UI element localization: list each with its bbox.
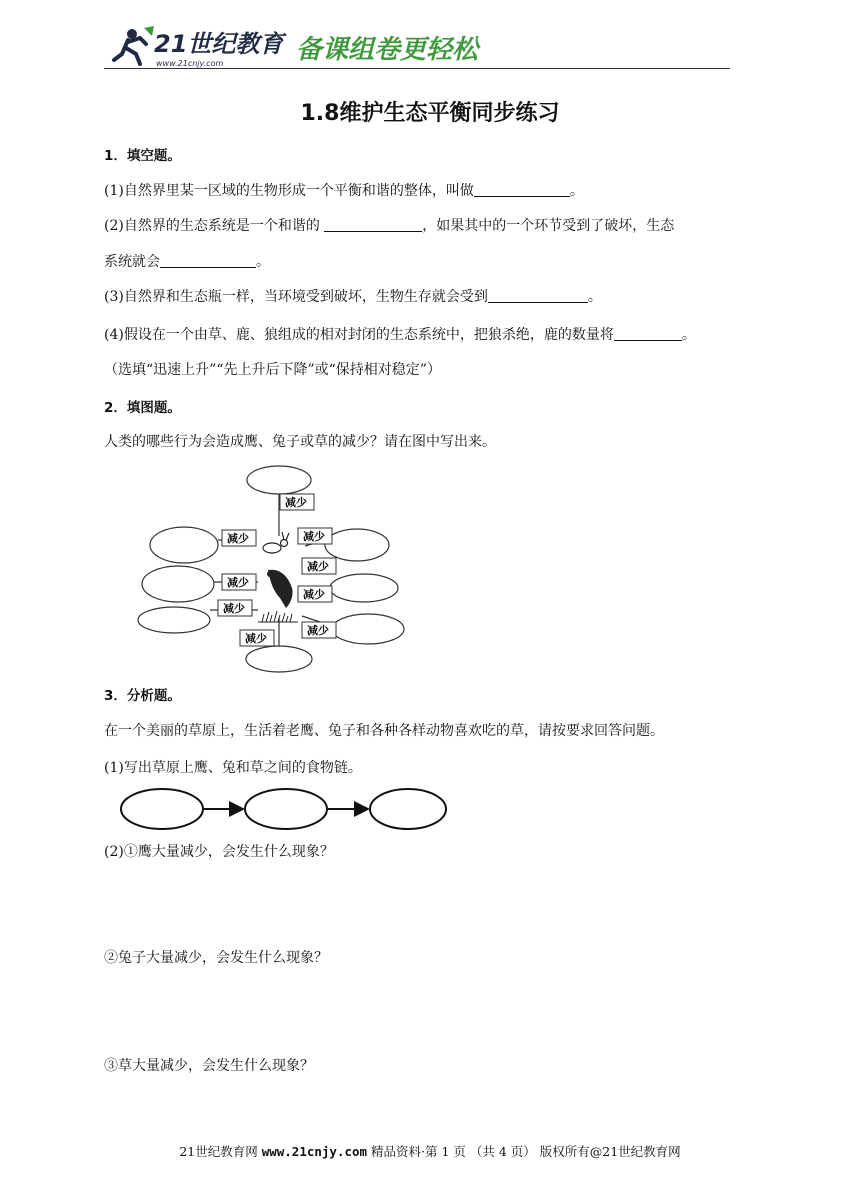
fill-diagram	[130, 458, 420, 680]
answer-ellipse[interactable]	[138, 607, 210, 633]
question-text: 。	[569, 183, 584, 199]
footer-suffix: 精品资料·第 1 页 （共 4 页） 版权所有@21世纪教育网	[367, 1144, 681, 1159]
question-1-3	[104, 287, 602, 307]
runner-icon	[114, 26, 154, 64]
question-3-1: (1)写出草原上鹰、兔和草之间的食物链。	[104, 760, 362, 776]
question-1-4-note: （选填“迅速上升”“先上升后下降”或“保持相对稳定”）	[104, 362, 441, 378]
reduce-label: 减少	[307, 624, 329, 637]
question-text: (1)自然界里某一区域的生物形成一个平衡和谐的整体，叫做	[104, 183, 474, 199]
grass-icon	[258, 611, 298, 622]
question-text: 。	[587, 289, 602, 305]
question-1-2	[104, 216, 674, 236]
question-text: (3)自然界和生态瓶一样，当环境受到破坏，生物生存就会受到	[104, 289, 488, 305]
answer-ellipse[interactable]	[150, 527, 218, 563]
question-text: 系统就会	[104, 254, 160, 270]
reduce-label: 减少	[303, 530, 325, 543]
food-chain-node[interactable]	[370, 789, 446, 829]
question-3-2c: ③草大量减少，会发生什么现象？	[104, 1058, 314, 1074]
reduce-label: 减少	[245, 632, 267, 645]
logo-text: 21世纪教育	[154, 30, 284, 58]
question-3-2b: ②兔子大量减少，会发生什么现象？	[104, 950, 328, 966]
question-1-1	[104, 181, 584, 201]
reduce-label: 减少	[285, 496, 307, 509]
food-chain-diagram	[118, 786, 448, 832]
rabbit-icon	[263, 532, 289, 553]
food-chain-node[interactable]	[245, 789, 327, 829]
footer-url[interactable]: www.21cnjy.com	[261, 1144, 368, 1159]
question-3-2a: (2)①鹰大量减少，会发生什么现象？	[104, 844, 334, 860]
page-title: 1.8维护生态平衡同步练习	[300, 101, 560, 126]
answer-blank[interactable]	[160, 253, 256, 268]
header-logo	[110, 24, 730, 70]
answer-blank[interactable]	[324, 217, 422, 232]
question-1-4	[104, 325, 696, 345]
answer-ellipse[interactable]	[247, 466, 311, 494]
footer-prefix: 21世纪教育网	[179, 1144, 262, 1159]
section3-heading: 3．分析题。	[104, 688, 181, 704]
page-footer	[0, 1142, 860, 1160]
answer-ellipse[interactable]	[332, 614, 404, 644]
reduce-boxes	[218, 494, 336, 646]
section2-prompt: 人类的哪些行为会造成鹰、兔子或草的减少？请在图中写出来。	[104, 434, 496, 450]
reduce-label: 减少	[223, 602, 245, 615]
answer-ellipse[interactable]	[330, 574, 398, 602]
logo-url: www.21cnjy.com	[156, 59, 224, 68]
reduce-label: 减少	[303, 588, 325, 601]
answer-ellipse[interactable]	[246, 646, 312, 672]
question-text: (4)假设在一个由草、鹿、狼组成的相对封闭的生态系统中，把狼杀绝，鹿的数量将	[104, 327, 614, 343]
reduce-label: 减少	[307, 560, 329, 573]
answer-ellipse[interactable]	[325, 529, 389, 561]
question-text: 。	[681, 327, 696, 343]
header-slogan: 备课组卷更轻松	[296, 35, 479, 65]
section2-heading: 2．填图题。	[104, 400, 181, 416]
answer-ellipse[interactable]	[142, 566, 214, 602]
eagle-icon	[267, 570, 293, 608]
reduce-label: 减少	[227, 532, 249, 545]
question-text: (2)自然界的生态系统是一个和谐的	[104, 218, 325, 234]
question-text: ，如果其中的一个环节受到了破坏，生态	[422, 218, 675, 234]
answer-blank[interactable]	[474, 182, 570, 197]
header-divider	[104, 68, 730, 69]
answer-blank[interactable]	[488, 288, 588, 303]
food-chain-node[interactable]	[121, 789, 203, 829]
section3-intro: 在一个美丽的草原上，生活着老鹰、兔子和各种各样动物喜欢吃的草，请按要求回答问题。	[104, 723, 664, 739]
section1-heading: 1．填空题。	[104, 148, 181, 164]
question-text: 。	[256, 254, 270, 270]
question-1-2-cont	[104, 252, 270, 272]
reduce-label: 减少	[227, 576, 249, 589]
answer-blank[interactable]	[614, 326, 682, 341]
